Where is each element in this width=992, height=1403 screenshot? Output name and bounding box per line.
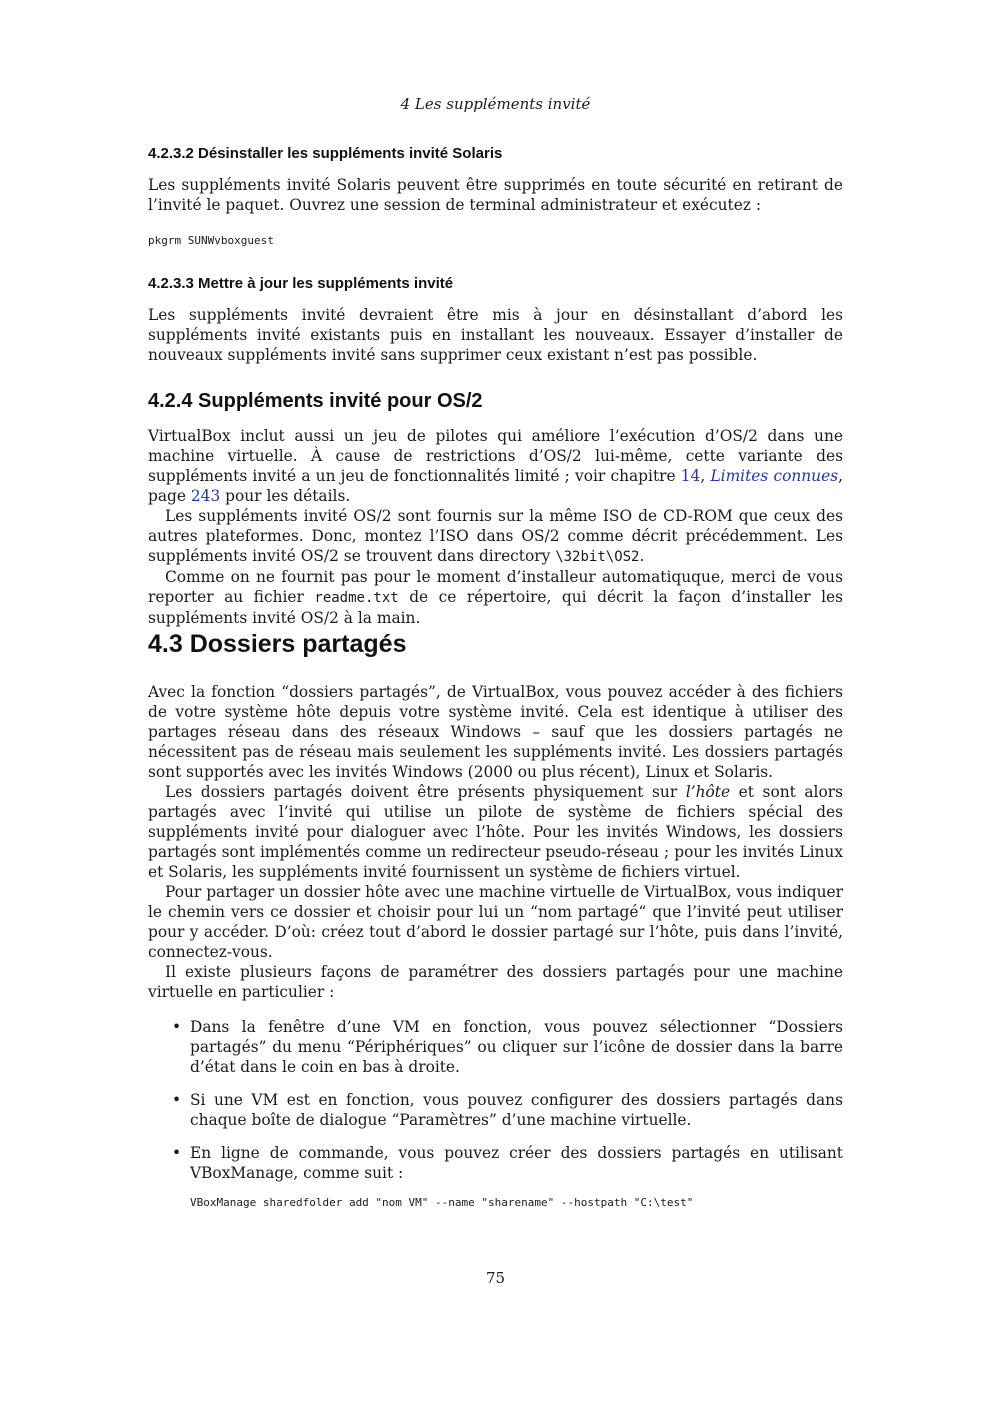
text: . bbox=[639, 547, 645, 565]
heading-4-2-3-2: 4.2.3.2 Désinstaller les suppléments invité Solaris bbox=[148, 145, 503, 162]
heading-4-3: 4.3 Dossiers partagés bbox=[148, 630, 407, 658]
text: , page bbox=[148, 467, 843, 505]
paragraph-shared-host bbox=[148, 782, 843, 882]
paragraph-os2-intro bbox=[148, 426, 843, 506]
paragraph-text: Les suppléments invité devraient être mis à jour en désinstallant d’abord les suppléments invité existants puis en installant les nouveaux. Essayer d’installer de nouveaux suppléments invité sans supprimer ceux existant n’est pas possible. bbox=[148, 306, 843, 364]
bullet-icon: • bbox=[172, 1018, 182, 1036]
heading-4-2-4: 4.2.4 Suppléments invité pour OS/2 bbox=[148, 390, 483, 412]
list-item-text: En ligne de commande, vous pouvez créer des dossiers partagés en utilisant VBoxManage, comme suit : bbox=[190, 1144, 843, 1182]
code-pkgrm: pkgrm SUNWvboxguest bbox=[148, 234, 274, 247]
section-os2 bbox=[148, 426, 843, 628]
paragraph-uninstall-solaris bbox=[148, 175, 843, 215]
list-item bbox=[148, 1017, 843, 1077]
text: VirtualBox inclut aussi un jeu de pilotes qui améliore l’exécution d’OS/2 dans une machine virtuelle. À cause de restrictions d’OS/2 lui-même, cette variante des suppléments invité a un jeu de fonctionnalités limité ; voir chapitre bbox=[148, 427, 843, 485]
text: Les dossiers partagés doivent être présents physiquement sur bbox=[165, 783, 686, 801]
paragraph-shared-intro: Avec la fonction “dossiers partagés”, de VirtualBox, vous pouvez accéder à des fichiers de votre système hôte depuis votre système invité. Cela est identique à utiliser des partages réseau dans des réseaux Windows – sauf que les dossiers partagés ne nécessitent pas de réseau mais seulement les suppléments invité. Les dossiers partagés sont supportés avec les invités Windows (2000 ou plus récent), Linux et Solaris. bbox=[148, 683, 843, 781]
running-head: 4 Les suppléments invité bbox=[400, 95, 591, 113]
list-item-text: Dans la fenêtre d’une VM en fonction, vous pouvez sélectionner “Dossiers partagés” du menu “Périphériques” ou cliquer sur l’icône de dossier dans la barre d’état dans le coin en bas à droite. bbox=[190, 1018, 843, 1076]
text: et sont alors partagés avec l’invité qui utilise un pilote de système de fichiers spécial des suppléments invité pour dialoguer avec l’hôte. Pour les invités Windows, les dossiers partagés sont implémentés comme un redirecteur pseudo-réseau ; pour les invités Linux et Solaris, les suppléments invité fournissent un système de fichiers virtuel. bbox=[148, 783, 843, 881]
paragraph-text: Les suppléments invité Solaris peuvent être supprimés en toute sécurité en retirant de l’invité le paquet. Ouvrez une session de terminal administrateur et exécutez : bbox=[148, 176, 843, 214]
paragraph-os2-iso bbox=[148, 506, 843, 567]
link-chapter-14[interactable]: 14 bbox=[680, 467, 701, 485]
list-item bbox=[148, 1143, 843, 1183]
page-number: 75 bbox=[485, 1269, 506, 1287]
text: pour les détails. bbox=[220, 487, 351, 505]
link-page-243[interactable]: 243 bbox=[190, 487, 221, 505]
list-item bbox=[148, 1090, 843, 1130]
paragraph-update-additions bbox=[148, 305, 843, 365]
text: Comme on ne fournit pas pour le moment d’installeur automatiquque, merci de vous reporter au fichier bbox=[148, 568, 843, 606]
bullet-list bbox=[148, 1017, 843, 1183]
inline-code-path: \32bit\OS2 bbox=[555, 549, 640, 565]
heading-4-2-3-3: 4.2.3.3 Mettre à jour les suppléments invité bbox=[148, 275, 454, 292]
text: , bbox=[700, 467, 711, 485]
bullet-icon: • bbox=[172, 1091, 182, 1109]
link-limites-connues[interactable]: Limites connues bbox=[710, 467, 839, 485]
paragraph-os2-readme bbox=[148, 567, 843, 628]
paragraph-shared-ways: Il existe plusieurs façons de paramétrer des dossiers partagés pour une machine virtuelle en particulier : bbox=[148, 963, 843, 1001]
text: Les suppléments invité OS/2 sont fournis sur la même ISO de CD-ROM que ceux des autres plateformes. Donc, montez l’ISO dans OS/2 comme décrit précédemment. Les suppléments invité OS/2 se trouvent dans directory bbox=[148, 507, 843, 565]
bullet-icon: • bbox=[172, 1144, 182, 1162]
list-item-text: Si une VM est en fonction, vous pouvez configurer des dossiers partagés dans chaque boîte de dialogue “Paramètres” d’une machine virtuelle. bbox=[190, 1091, 843, 1129]
emphasis-host: l’hôte bbox=[685, 783, 731, 801]
paragraph-shared-howto: Pour partager un dossier hôte avec une machine virtuelle de VirtualBox, vous indiquer le chemin vers ce dossier et choisir pour lui un “nom partagé“ que l’invité peut utiliser pour y accéder. D’où: créez tout d’abord le dossier partagé sur l’hôte, puis dans l’invité, connectez-vous. bbox=[148, 883, 843, 961]
section-shared-folders bbox=[148, 682, 843, 1002]
code-vboxmanage: VBoxManage sharedfolder add "nom VM" --name "sharename" --hostpath "C:\test" bbox=[190, 1196, 694, 1209]
text: de ce répertoire, qui décrit la façon d’installer les suppléments invité OS/2 à la main. bbox=[148, 588, 844, 627]
inline-code-readme: readme.txt bbox=[314, 590, 399, 606]
